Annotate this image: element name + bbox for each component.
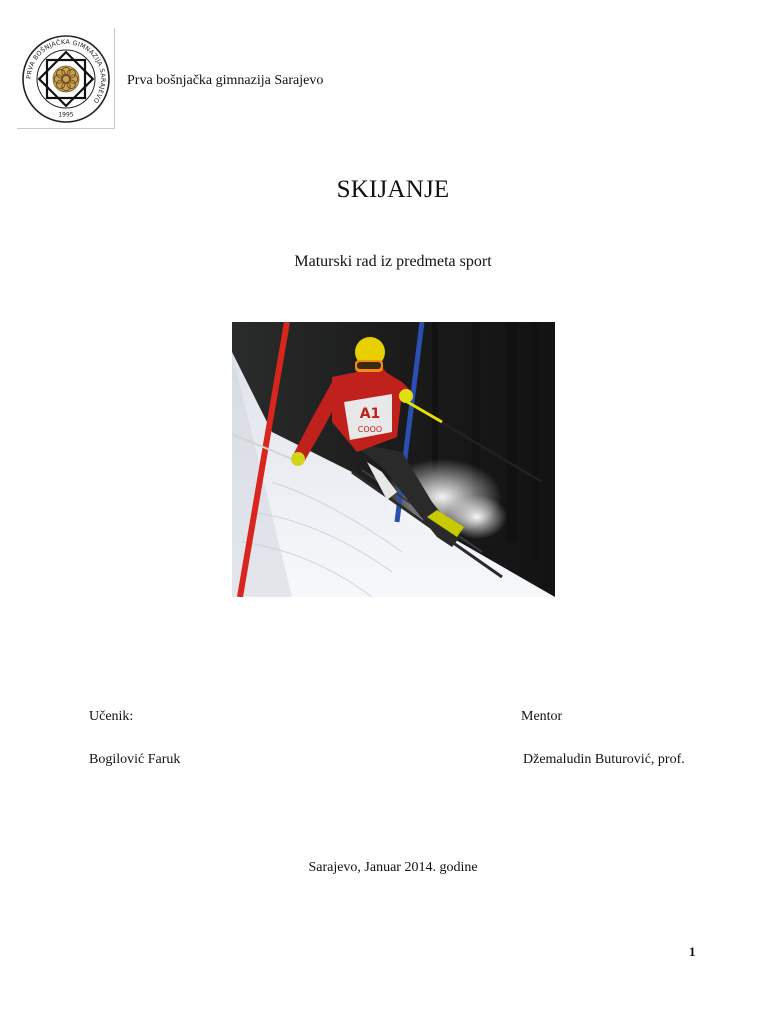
student-label: Učenik: (89, 709, 134, 724)
slalom-skier-photo (232, 322, 555, 597)
page-number: 1 (689, 944, 696, 959)
seal-text: PRVA BOŠNJAČKA GIMNAZIJA SARAJEVO (25, 38, 107, 105)
mentor-name: Džemaludin Buturović, prof. (523, 752, 685, 767)
student-name: Bogilović Faruk (89, 752, 181, 767)
school-logo-seal (21, 34, 111, 124)
document-title: SKIJANJE (336, 176, 450, 203)
bib-sub: COOO (357, 425, 383, 434)
place-and-date: Sarajevo, Januar 2014. godine (308, 860, 478, 875)
school-name: Prva bošnjačka gimnazija Sarajevo (127, 73, 324, 88)
document-subtitle: Maturski rad iz predmeta sport (294, 253, 492, 270)
seal-year: 1995 (58, 111, 74, 119)
bib-number: A1 (359, 406, 381, 422)
mentor-label: Mentor (521, 709, 563, 724)
school-logo-frame (17, 28, 115, 129)
